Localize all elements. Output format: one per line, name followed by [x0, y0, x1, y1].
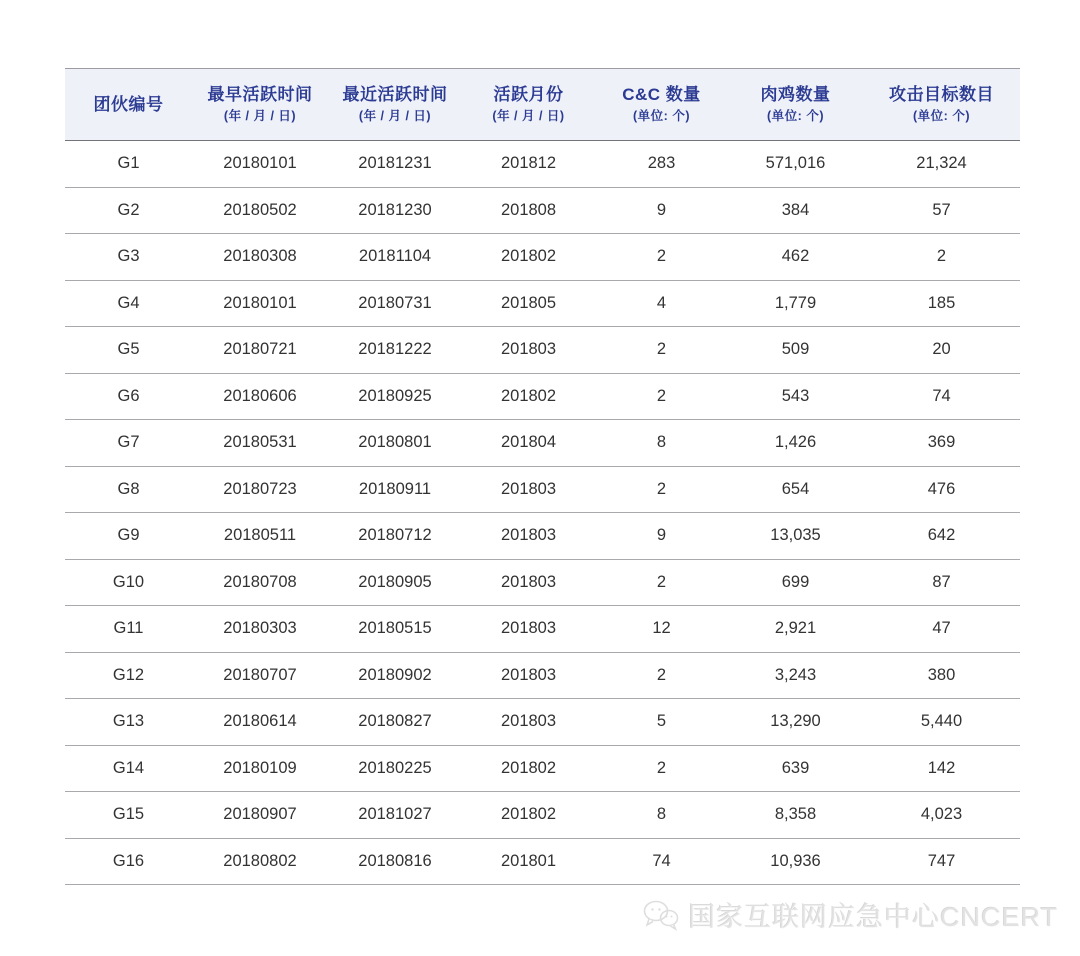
table-cell: 201803 — [462, 606, 595, 653]
table-cell: 20181231 — [328, 141, 462, 188]
table-cell: 2 — [863, 234, 1020, 281]
table-cell: 201802 — [462, 373, 595, 420]
table-row — [65, 699, 1020, 746]
table-cell: 201802 — [462, 234, 595, 281]
table-cell: 20180905 — [328, 559, 462, 606]
table-cell: 2 — [595, 234, 728, 281]
table-cell: 201803 — [462, 652, 595, 699]
table-cell: 369 — [863, 420, 1020, 467]
table-cell: G4 — [65, 280, 192, 327]
table-cell: 699 — [728, 559, 863, 606]
column-header-attack-target-count — [863, 69, 1020, 141]
table-cell: G6 — [65, 373, 192, 420]
table-row — [65, 652, 1020, 699]
table-cell: 5,440 — [863, 699, 1020, 746]
column-label: 团伙编号 — [93, 94, 164, 114]
table-cell: 20180303 — [192, 606, 328, 653]
table-cell: 20180731 — [328, 280, 462, 327]
table-cell: 20 — [863, 327, 1020, 374]
table-row — [65, 745, 1020, 792]
table-cell: G2 — [65, 187, 192, 234]
table-cell: 1,779 — [728, 280, 863, 327]
table-cell: 201805 — [462, 280, 595, 327]
table-cell: 74 — [863, 373, 1020, 420]
column-sublabel: (年 / 月 / 日) — [492, 109, 565, 123]
table-cell: G13 — [65, 699, 192, 746]
table-cell: 8 — [595, 792, 728, 839]
table-cell: 201802 — [462, 745, 595, 792]
watermark-text: 国家互联网应急中心CNCERT — [687, 902, 1058, 932]
table-cell: 642 — [863, 513, 1020, 560]
table-cell: G10 — [65, 559, 192, 606]
table-cell: 462 — [728, 234, 863, 281]
column-label: 活跃月份 — [493, 85, 564, 104]
table-cell: 20180801 — [328, 420, 462, 467]
table-cell: 185 — [863, 280, 1020, 327]
table-cell: 74 — [595, 838, 728, 885]
column-label: 肉鸡数量 — [760, 85, 831, 104]
table-row — [65, 838, 1020, 885]
table-cell: 20180911 — [328, 466, 462, 513]
table-cell: 13,035 — [728, 513, 863, 560]
table-cell: G9 — [65, 513, 192, 560]
table-cell: 2 — [595, 327, 728, 374]
table-cell: 2,921 — [728, 606, 863, 653]
table-cell: 20180816 — [328, 838, 462, 885]
table-cell: 476 — [863, 466, 1020, 513]
table-cell: G5 — [65, 327, 192, 374]
table-row — [65, 606, 1020, 653]
column-label: 攻击目标数目 — [889, 85, 994, 104]
table-cell: 639 — [728, 745, 863, 792]
table-row — [65, 280, 1020, 327]
table-cell: 509 — [728, 327, 863, 374]
table-row — [65, 234, 1020, 281]
wechat-icon — [642, 899, 680, 931]
table-cell: 654 — [728, 466, 863, 513]
table-cell: G16 — [65, 838, 192, 885]
table-cell: 8 — [595, 420, 728, 467]
table-cell: 9 — [595, 513, 728, 560]
table-cell: 20180515 — [328, 606, 462, 653]
table-cell: 201802 — [462, 792, 595, 839]
table-cell: 20180902 — [328, 652, 462, 699]
table-cell: G11 — [65, 606, 192, 653]
table-cell: 747 — [863, 838, 1020, 885]
table-cell: 20180907 — [192, 792, 328, 839]
table-cell: 201812 — [462, 141, 595, 188]
table-cell: 571,016 — [728, 141, 863, 188]
table-cell: G7 — [65, 420, 192, 467]
table-cell: 283 — [595, 141, 728, 188]
table-cell: 20180511 — [192, 513, 328, 560]
table-cell: 57 — [863, 187, 1020, 234]
table-cell: 20180712 — [328, 513, 462, 560]
table-cell: 20180802 — [192, 838, 328, 885]
column-sublabel: (单位: 个) — [913, 109, 970, 123]
table-cell: G12 — [65, 652, 192, 699]
table-cell: 20180925 — [328, 373, 462, 420]
table-cell: 20180827 — [328, 699, 462, 746]
table-cell: 4,023 — [863, 792, 1020, 839]
table-header — [65, 69, 1020, 141]
table-cell: G1 — [65, 141, 192, 188]
table-cell: 142 — [863, 745, 1020, 792]
table-header-row — [65, 69, 1020, 141]
table-cell: 2 — [595, 559, 728, 606]
column-header-group-id — [65, 69, 192, 141]
table-cell: 21,324 — [863, 141, 1020, 188]
table-cell: 201803 — [462, 559, 595, 606]
table-cell: 4 — [595, 280, 728, 327]
column-sublabel: (年 / 月 / 日) — [223, 109, 297, 123]
table-cell: 201801 — [462, 838, 595, 885]
table-cell: 20180708 — [192, 559, 328, 606]
table-cell: 20181104 — [328, 234, 462, 281]
table-cell: G15 — [65, 792, 192, 839]
column-header-earliest-active-time — [192, 69, 328, 141]
table-cell: G3 — [65, 234, 192, 281]
table-cell: 20180109 — [192, 745, 328, 792]
table-cell: 380 — [863, 652, 1020, 699]
column-header-bot-count — [728, 69, 863, 141]
table-row — [65, 187, 1020, 234]
table-cell: 13,290 — [728, 699, 863, 746]
table-cell: 384 — [728, 187, 863, 234]
column-sublabel: (单位: 个) — [767, 109, 824, 123]
table-cell: 20180101 — [192, 141, 328, 188]
table-cell: 543 — [728, 373, 863, 420]
table-row — [65, 373, 1020, 420]
table-cell: 20180225 — [328, 745, 462, 792]
table-cell: 20181230 — [328, 187, 462, 234]
table-cell: 20180101 — [192, 280, 328, 327]
table-cell: G14 — [65, 745, 192, 792]
table-cell: 3,243 — [728, 652, 863, 699]
table-row — [65, 327, 1020, 374]
table-cell: 12 — [595, 606, 728, 653]
table-cell: 20180308 — [192, 234, 328, 281]
column-label: C&C 数量 — [622, 85, 701, 104]
table-row — [65, 141, 1020, 188]
table-cell: 201808 — [462, 187, 595, 234]
group-activity-table-wrap — [65, 68, 1020, 885]
table-row — [65, 420, 1020, 467]
table-cell: 20180502 — [192, 187, 328, 234]
table-cell: 20181027 — [328, 792, 462, 839]
column-sublabel: (年 / 月 / 日) — [358, 109, 432, 123]
table-row — [65, 792, 1020, 839]
table-cell: 201803 — [462, 513, 595, 560]
column-header-latest-active-time — [328, 69, 462, 141]
watermark — [642, 895, 1058, 934]
table-body — [65, 141, 1020, 885]
table-cell: 1,426 — [728, 420, 863, 467]
table-cell: 20180707 — [192, 652, 328, 699]
group-activity-table — [65, 68, 1020, 885]
table-cell: 20180721 — [192, 327, 328, 374]
table-cell: 8,358 — [728, 792, 863, 839]
column-sublabel: (单位: 个) — [633, 109, 690, 123]
table-cell: 201803 — [462, 466, 595, 513]
table-row — [65, 513, 1020, 560]
table-cell: 20180531 — [192, 420, 328, 467]
table-cell: 2 — [595, 745, 728, 792]
column-header-active-month — [462, 69, 595, 141]
table-row — [65, 466, 1020, 513]
table-cell: 20180606 — [192, 373, 328, 420]
table-cell: 87 — [863, 559, 1020, 606]
table-cell: 47 — [863, 606, 1020, 653]
table-cell: 2 — [595, 466, 728, 513]
table-cell: 5 — [595, 699, 728, 746]
column-label: 最早活跃时间 — [207, 85, 313, 104]
column-header-cc-count — [595, 69, 728, 141]
table-cell: 9 — [595, 187, 728, 234]
footer — [0, 893, 1080, 943]
table-cell: 10,936 — [728, 838, 863, 885]
table-cell: 2 — [595, 652, 728, 699]
table-cell: G8 — [65, 466, 192, 513]
table-cell: 201803 — [462, 327, 595, 374]
table-cell: 20180614 — [192, 699, 328, 746]
table-cell: 20181222 — [328, 327, 462, 374]
column-label: 最近活跃时间 — [342, 85, 448, 104]
table-cell: 201803 — [462, 699, 595, 746]
table-row — [65, 559, 1020, 606]
table-cell: 20180723 — [192, 466, 328, 513]
table-cell: 2 — [595, 373, 728, 420]
table-cell: 201804 — [462, 420, 595, 467]
